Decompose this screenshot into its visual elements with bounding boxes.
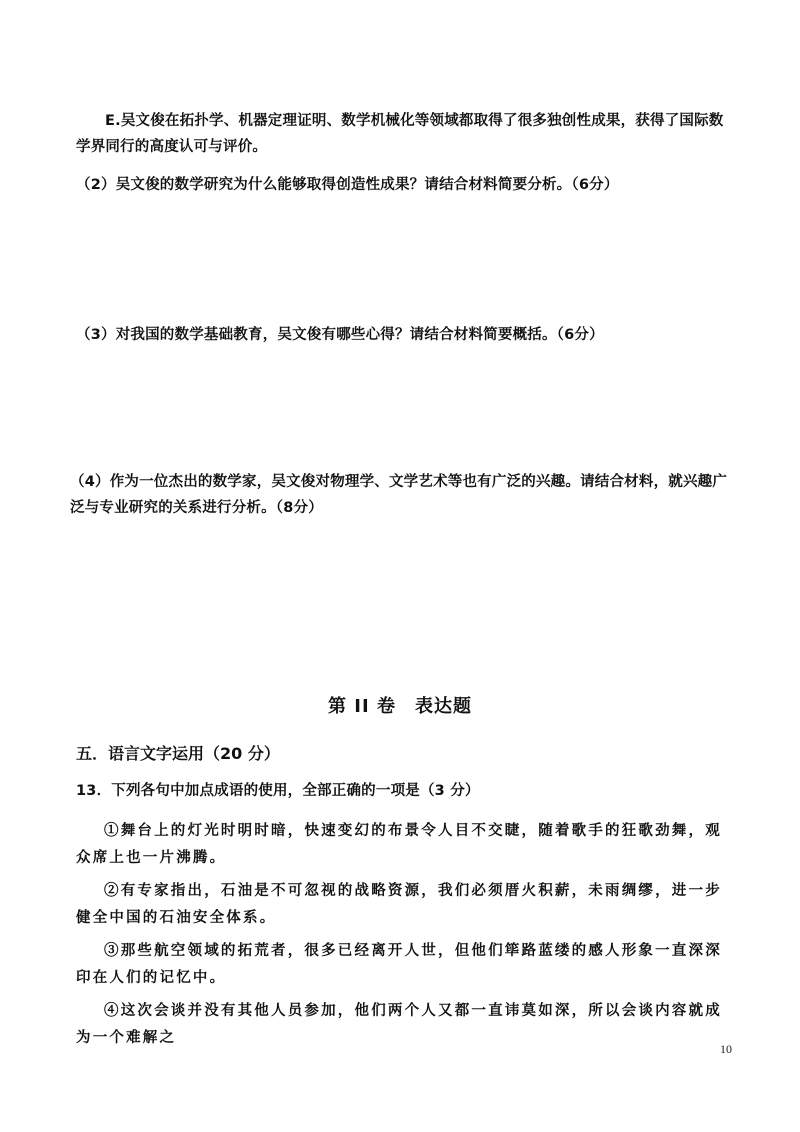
option-2: ②有专家指出，石油是不可忽视的战略资源，我们必须厝火积薪，未雨绸缪，进一步健全中国的石油安全体系。 <box>76 882 722 926</box>
section-subtitle: 五．语言文字运用（20 分） <box>76 744 280 763</box>
paragraph-item-e: E.吴文俊在拓扑学、机器定理证明、数学机械化等领域都取得了很多独创性成果，获得了国际数学界同行的高度认可与评价。 <box>76 113 724 155</box>
option-1: ①舞台上的灯光时明时暗，快速变幻的布景令人目不交睫，随着歌手的狂歌劲舞，观众席上也一片沸腾。 <box>76 822 722 866</box>
option-4: ④这次会谈并没有其他人员参加，他们两个人又都一直讳莫如深，所以会谈内容就成为一个难解之 <box>76 1002 722 1046</box>
option-3: ③那些航空领域的拓荒者，很多已经离开人世，但他们筚路蓝缕的感人形象一直深深印在人们的记忆中。 <box>76 942 722 986</box>
question-3: （3）对我国的数学基础教育，吴文俊有哪些心得？请结合材料简要概括。（6分） <box>76 327 604 343</box>
page-number: 10 <box>720 1042 732 1056</box>
section-title: 第 II 卷 表达题 <box>328 696 472 717</box>
question-2: （2）吴文俊的数学研究为什么能够取得创造性成果？请结合材料简要分析。（6分） <box>76 177 619 193</box>
question-13: 13．下列各句中加点成语的使用，全部正确的一项是（3 分） <box>76 783 480 799</box>
question-4: （4）作为一位杰出的数学家，吴文俊对物理学、文学艺术等也有广泛的兴趣。请结合材料，就兴趣广泛与专业研究的关系进行分析。（8分） <box>70 474 728 516</box>
